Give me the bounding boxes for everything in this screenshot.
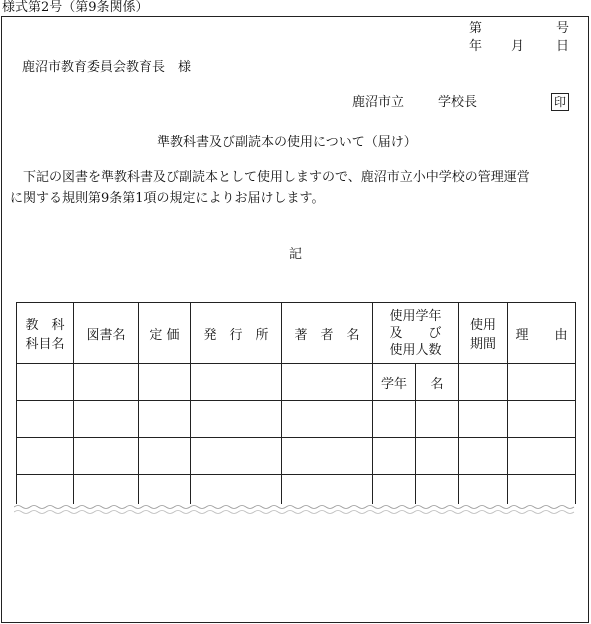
cell-author[interactable]: [282, 438, 373, 475]
cell-grade[interactable]: [373, 438, 416, 475]
cell-reason[interactable]: [508, 401, 576, 438]
sender-city: 鹿沼市立: [352, 95, 405, 110]
cell-author[interactable]: [282, 364, 373, 401]
cell-book-name[interactable]: [74, 401, 139, 438]
header-usage: 使用学年 及 び 使用人数: [373, 303, 459, 364]
cell-people[interactable]: [416, 364, 459, 401]
addressee: 鹿沼市教育委員会教育長 様: [22, 60, 192, 75]
table-header-row: [17, 303, 576, 364]
date-year: 年: [469, 39, 483, 54]
table-row: [17, 401, 576, 438]
cell-people[interactable]: [416, 401, 459, 438]
header-subject: 教 科 科目名: [17, 303, 74, 364]
seal-box: 印: [551, 93, 569, 111]
number-dai: 第: [469, 21, 483, 36]
people-label: 名: [430, 376, 444, 392]
cell-grade[interactable]: [373, 401, 416, 438]
cell-subject[interactable]: [17, 364, 74, 401]
ki-label: 記: [289, 247, 303, 262]
date-month: 月: [511, 39, 525, 54]
cell-reason[interactable]: [508, 438, 576, 475]
number-go: 号: [556, 21, 570, 36]
cell-grade[interactable]: [373, 364, 416, 401]
grade-label: 学年: [380, 376, 407, 392]
header-book-name: 図書名: [74, 303, 139, 364]
cell-period[interactable]: [459, 401, 508, 438]
table-row: [17, 364, 576, 401]
document-title: 準教科書及び副読本の使用について（届け）: [157, 135, 417, 150]
cell-book-name[interactable]: [74, 364, 139, 401]
header-publisher: 発 行 所: [191, 303, 282, 364]
cell-book-name[interactable]: [74, 438, 139, 475]
cell-subject[interactable]: [17, 438, 74, 475]
cell-publisher[interactable]: [191, 364, 282, 401]
cell-author[interactable]: [282, 401, 373, 438]
cell-price[interactable]: [139, 438, 191, 475]
cell-subject[interactable]: [17, 401, 74, 438]
form-number: 様式第2号（第9条関係）: [2, 0, 149, 15]
cell-period[interactable]: [459, 364, 508, 401]
header-author: 著 者 名: [282, 303, 373, 364]
cell-price[interactable]: [139, 364, 191, 401]
sender-principal: 学校長: [438, 95, 478, 110]
cell-period[interactable]: [459, 438, 508, 475]
cell-reason[interactable]: [508, 364, 576, 401]
body-line-1: 下記の図書を準教科書及び副読本として使用しますので、鹿沼市立小中学校の管理運営: [10, 170, 530, 185]
cell-publisher[interactable]: [191, 401, 282, 438]
cell-people[interactable]: [416, 438, 459, 475]
cell-publisher[interactable]: [191, 438, 282, 475]
header-period: 使用 期間: [459, 303, 508, 364]
body-line-2: に関する規則第9条第1項の規定によりお届けします。: [10, 191, 325, 206]
header-reason: 理 由: [508, 303, 576, 364]
date-day: 日: [556, 39, 570, 54]
cell-price[interactable]: [139, 401, 191, 438]
table-row: [17, 438, 576, 475]
wavy-cut-line: [14, 504, 577, 518]
book-table: [16, 302, 576, 512]
header-price: 定 価: [139, 303, 191, 364]
